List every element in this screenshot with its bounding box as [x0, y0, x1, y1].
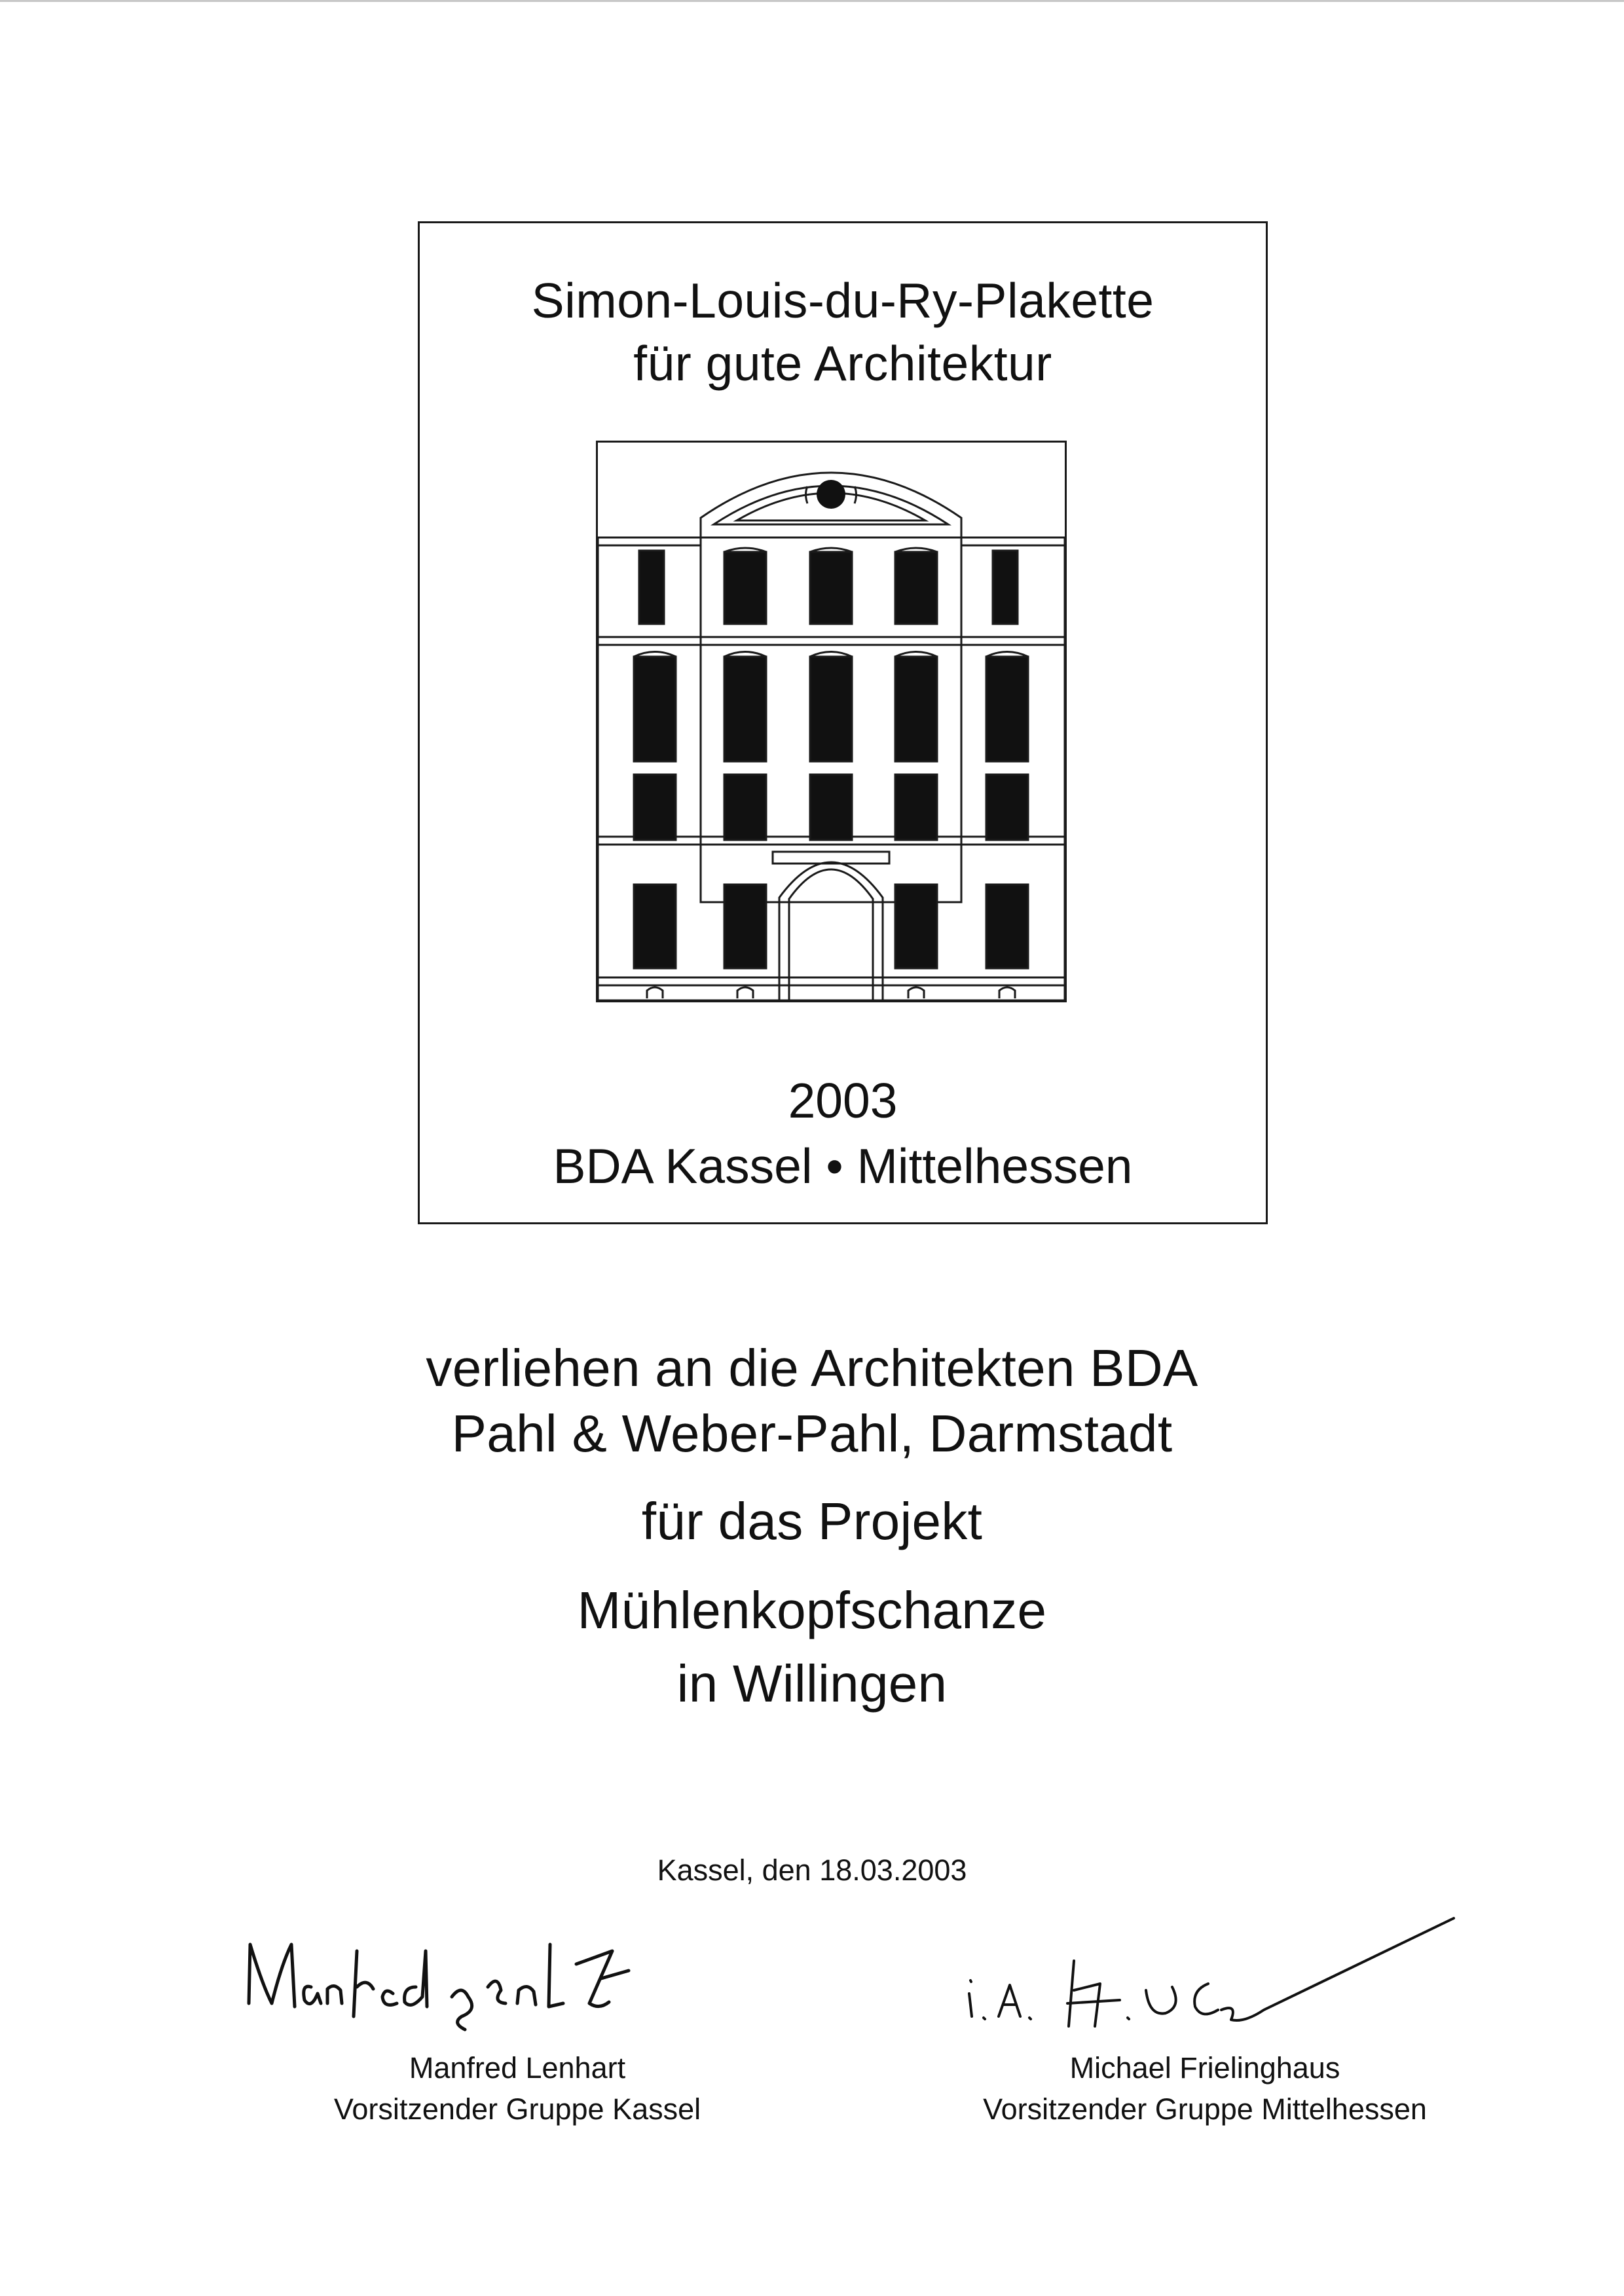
signature-manfred-lenhart — [236, 1925, 747, 2056]
plaque-year: 2003 — [788, 1073, 898, 1128]
signature-michael-frielinghaus — [956, 1912, 1467, 2062]
scan-edge — [0, 0, 1624, 2]
plaque-organization: BDA Kassel • Mittelhessen — [553, 1139, 1133, 1194]
signer-name-1: Manfred Lenhart — [409, 2051, 626, 2085]
project-name-line-1: Mühlenkopfschanze — [577, 1581, 1047, 1639]
plaque-title-line-1: Simon-Louis-du-Ry-Plakette — [531, 273, 1154, 328]
award-line-3: für das Projekt — [641, 1492, 983, 1550]
plaque-title-line-2: für gute Architektur — [633, 336, 1052, 391]
place-date: Kassel, den 18.03.2003 — [657, 1853, 967, 1887]
signer-name-2: Michael Frielinghaus — [1069, 2051, 1340, 2085]
building-facade-icon — [596, 441, 1067, 1002]
project-name-line-2: in Willingen — [676, 1654, 948, 1713]
signer-role-1: Vorsitzender Gruppe Kassel — [333, 2092, 701, 2126]
award-line-1: verliehen an die Architekten BDA — [426, 1339, 1198, 1397]
award-line-2: Pahl & Weber-Pahl, Darmstadt — [451, 1404, 1173, 1463]
signer-role-2: Vorsitzender Gruppe Mittelhessen — [983, 2092, 1427, 2126]
